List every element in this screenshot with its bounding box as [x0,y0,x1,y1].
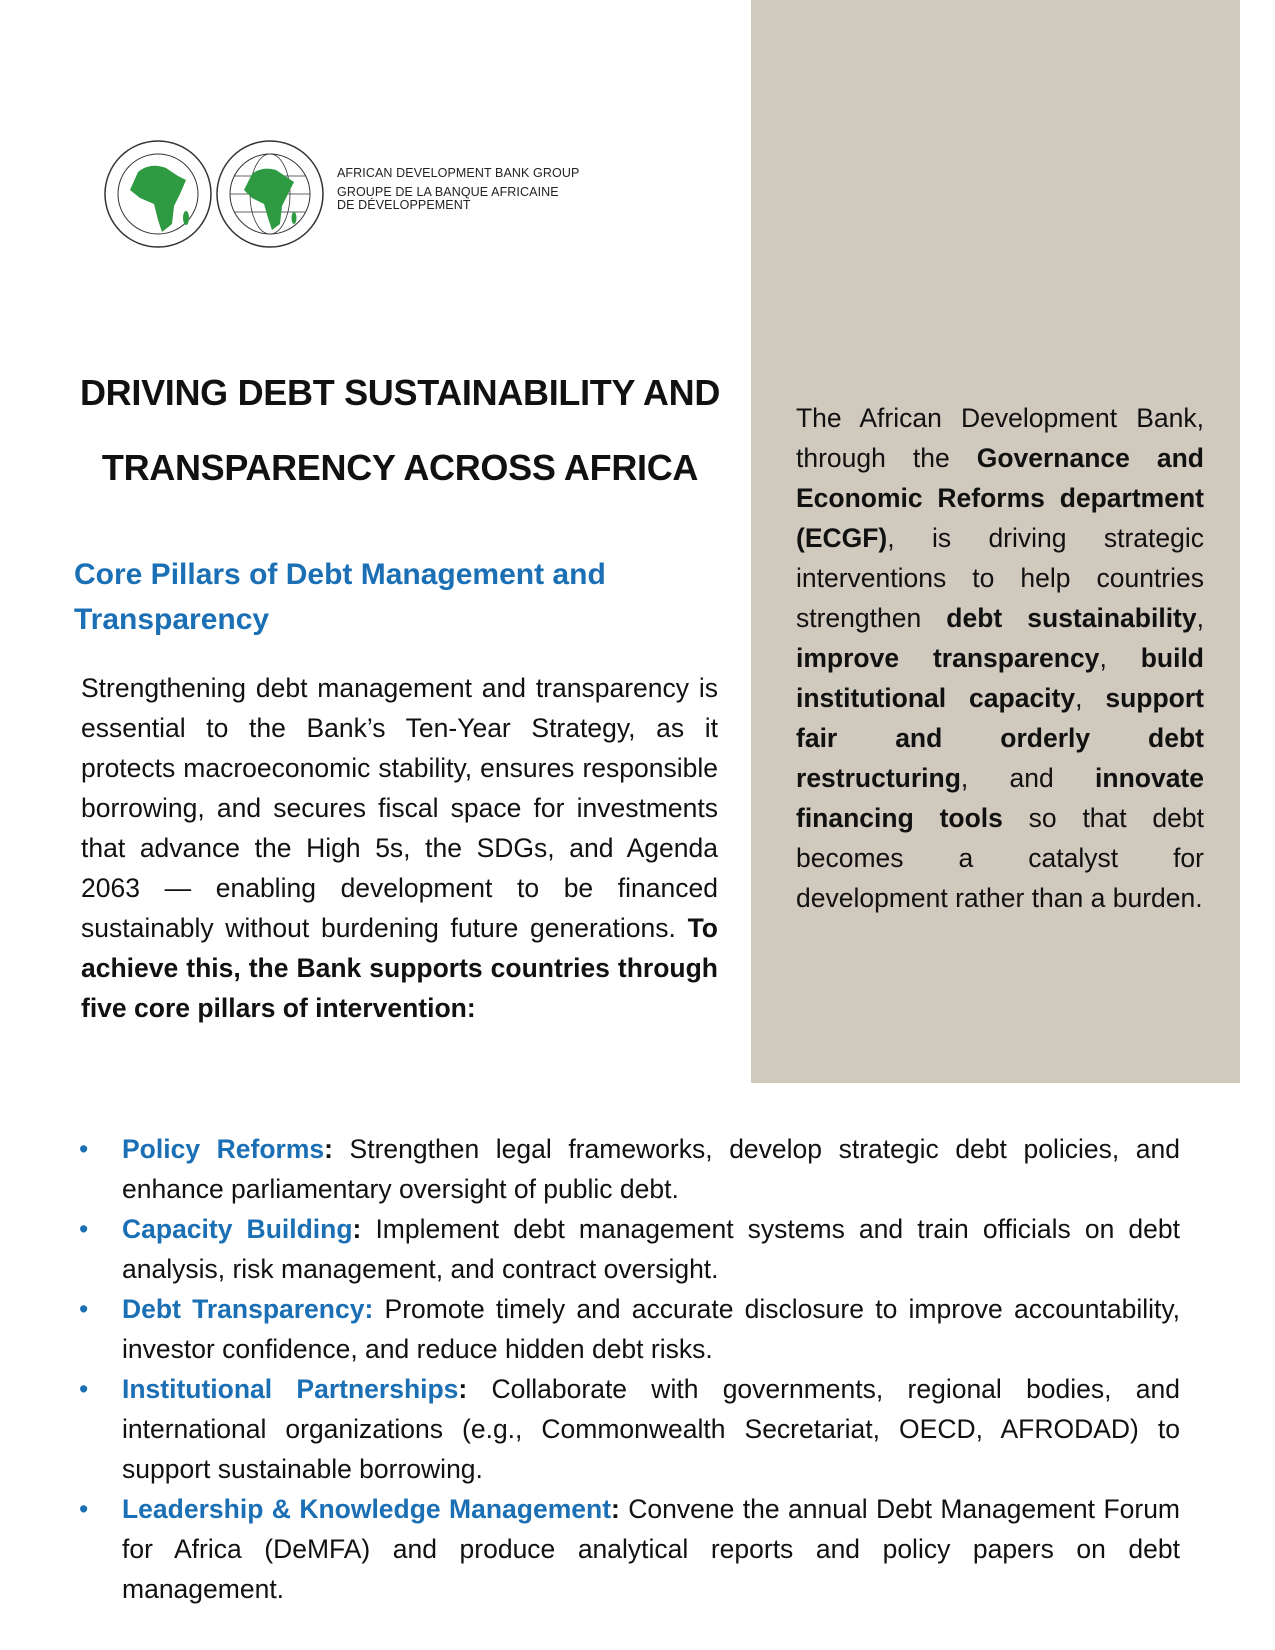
pillars-list [79,1129,1180,1609]
list-item [79,1369,1180,1489]
pillar-text: Implement debt management systems and train officials on debt analysis, risk management, and contract oversight. [122,1214,1180,1284]
pillar-sep: : [324,1134,333,1164]
panel-bold: debt sustainability [946,603,1197,633]
logo-text-fr-2: DE DÉVELOPPEMENT [337,198,471,212]
section-heading: Core Pillars of Debt Management and Transparency [74,558,606,636]
afdb-seals-icon [100,132,330,257]
panel-bold: innovate financing tools [796,763,1204,833]
pillar-title: Policy Reforms [122,1134,325,1164]
panel-text: , and [960,763,1096,793]
panel-text: The African Development Bank, through the [796,403,1204,473]
logo-text-en: AFRICAN DEVELOPMENT BANK GROUP [337,166,580,180]
page-title [40,355,760,505]
pillar-title: Capacity Building [122,1214,353,1244]
panel-bold: Governance and Economic Reforms department (ECGF) [796,443,1204,553]
pillar-title: Debt Transparency: [122,1294,374,1324]
pillar-text: Convene the annual Debt Management Forum for Africa (DeMFA) and produce analytical reports and policy papers on debt management. [122,1494,1181,1604]
panel-bold: improve transparency [796,643,1100,673]
intro-bold: To achieve this, the Bank supports countries through five core pillars of intervention: [81,913,718,1023]
intro-text: Strengthening debt management and transparency is essential to the Bank’s Ten-Year Strategy, as it protects macroeconomic stability, ensures responsible borrowing, and secures fiscal space for investments that advance the High 5s, the SDGs, and Agenda 2063 — enabling development to be financed sustainably without burdening future generations. [81,673,718,943]
pillar-title: Leadership & Knowledge Management [122,1494,612,1524]
panel-paragraph [796,398,1204,918]
title-line-2: TRANSPARENCY ACROSS AFRICA [101,447,699,488]
panel-text: , [1196,603,1204,633]
logo-text-fr-1: GROUPE DE LA BANQUE AFRICAINE [337,185,559,199]
pillar-sep: : [611,1494,620,1524]
list-item [79,1489,1180,1609]
list-item [79,1289,1180,1369]
pillar-sep: : [352,1214,362,1244]
panel-text: , [1099,643,1141,673]
pillar-text: Promote timely and accurate disclosure to improve accountability, investor confidence, and reduce hidden debt risks. [122,1294,1180,1364]
panel-text: , is driving strategic interventions to help countries strengthen [796,523,1204,633]
panel-bold: build institutional capacity [796,643,1204,713]
panel-text: , [1075,683,1106,713]
pillar-text: Collaborate with governments, regional bodies, and international organizations (e.g., Commonwealth Secretariat, OECD, AFRODAD) to support sustainable borrowing. [122,1374,1180,1484]
list-item [79,1129,1180,1209]
intro-paragraph [81,668,718,1028]
title-line-1: DRIVING DEBT SUSTAINABILITY AND [79,372,721,413]
panel-text: so that debt becomes a catalyst for development rather than a burden. [796,803,1205,913]
afdb-logo [100,132,580,257]
pillar-title: Institutional Partnerships [122,1374,459,1404]
panel-bold: support fair and orderly debt restructuring [796,683,1204,793]
list-item [79,1209,1180,1289]
pillar-text: Strengthen legal frameworks, develop strategic debt policies, and enhance parliamentary oversight of public debt. [122,1134,1180,1204]
pillar-sep: : [458,1374,468,1404]
